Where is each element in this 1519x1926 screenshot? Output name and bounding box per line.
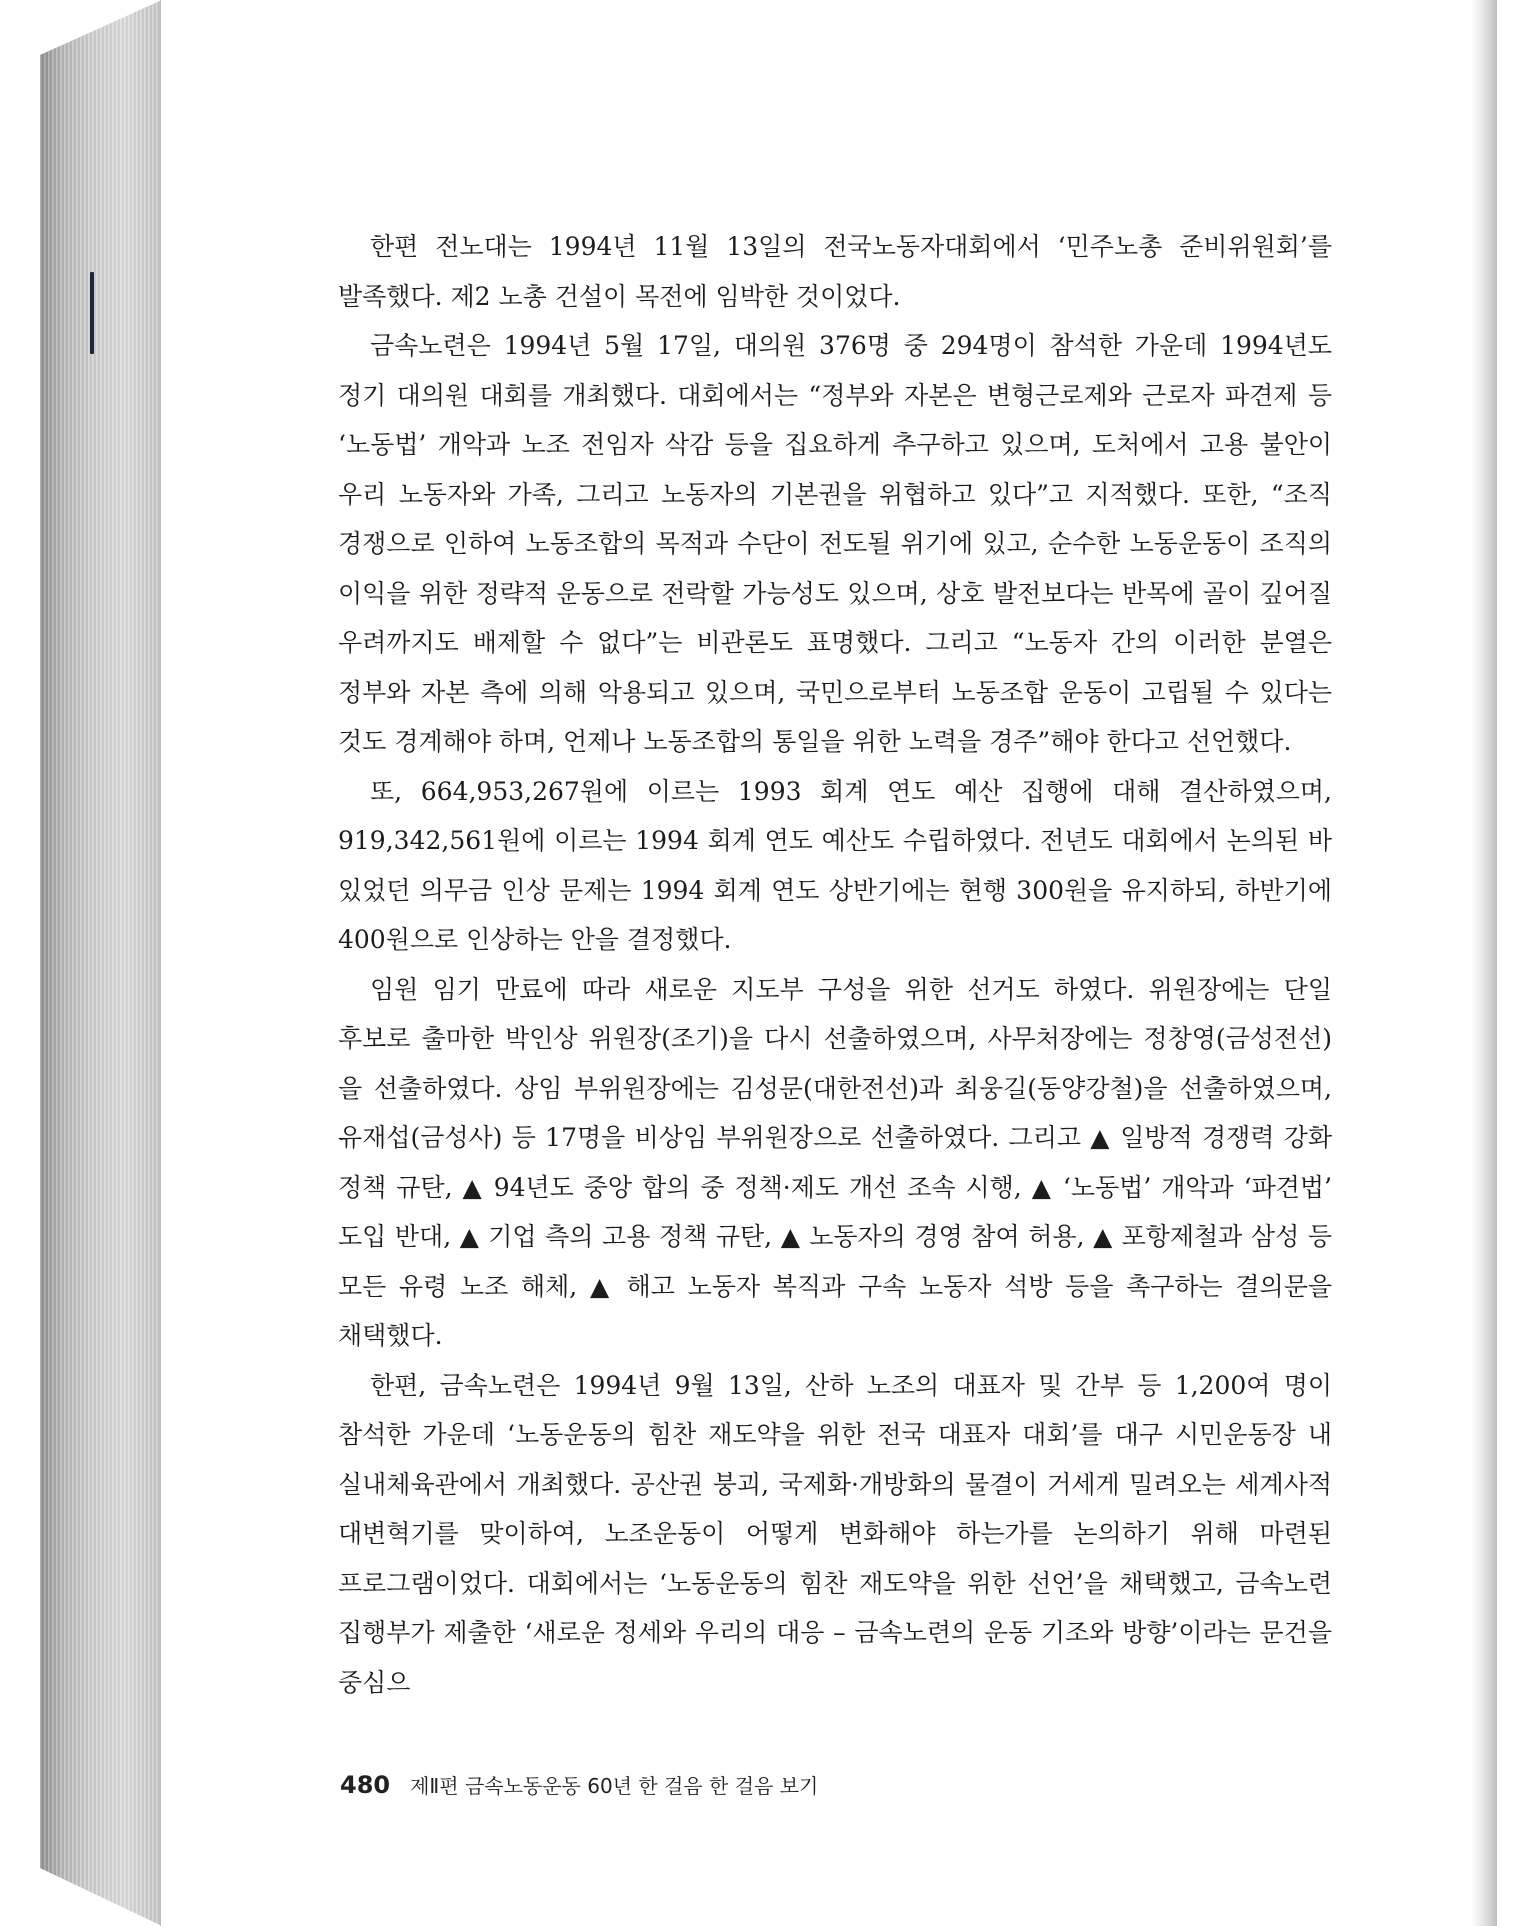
paragraph: 또, 664,953,267원에 이르는 1993 회계 연도 예산 집행에 대해 결산하였으며, 919,342,561원에 이르는 1994 회계 연도 예산도 수립하였다. 전년도 대회에서 논의된 바 있었던 의무금 인상 문제는 1994 회계 연도 상반기에는 현행 300원을 유지하되, 하반기에 400원으로 인상하는 안을 결정했다. bbox=[338, 776, 1332, 954]
page-shadow bbox=[1471, 0, 1497, 1926]
running-head: 제Ⅱ편 금속노동운동 60년 한 걸음 한 걸음 보기 bbox=[410, 1774, 819, 1798]
page-footer bbox=[340, 1770, 818, 1802]
paragraph: 임원 임기 만료에 따라 새로운 지도부 구성을 위한 선거도 하였다. 위원장에는 단일 후보로 출마한 박인상 위원장(조기)을 다시 선출하였으며, 사무처장에는 정창영(금성전선)을 선출하였다. 상임 부위원장에는 김성문(대한전선)과 최웅길(동양강철)을 선출하였으며, 유재섭(금성사) 등 17명을 비상임 부위원장으로 선출하였다. 그리고 ▲ 일방적 경쟁력 강화 정책 규탄, ▲ 94년도 중앙 합의 중 정책·제도 개선 조속 시행, ▲ ‘노동법’ 개악과 ‘파견법’ 도입 반대, ▲ 기업 측의 고용 정책 규탄, ▲ 노동자의 경영 참여 허용, ▲ 포항제철과 삼성 등 모든 유령 노조 해체, ▲ 해고 노동자 복직과 구속 노동자 석방 등을 촉구하는 결의문을 채택했다. bbox=[338, 974, 1332, 1350]
page-number: 480 bbox=[340, 1771, 391, 1799]
book-page-edge bbox=[40, 0, 162, 1926]
paragraph: 금속노련은 1994년 5월 17일, 대의원 376명 중 294명이 참석한 가운데 1994년도 정기 대의원 대회를 개최했다. 대회에서는 “정부와 자본은 변형근로제와 근로자 파견제 등 ‘노동법’ 개악과 노조 전임자 삭감 등을 집요하게 추구하고 있으며, 도처에서 고용 불안이 우리 노동자와 가족, 그리고 노동자의 기본권을 위협하고 있다”고 지적했다. 또한, “조직 경쟁으로 인하여 노동조합의 목적과 수단이 전도될 위기에 있고, 순수한 노동운동이 조직의 이익을 위한 정략적 운동으로 전락할 가능성도 있으며, 상호 발전보다는 반목에 골이 깊어질 우려까지도 배제할 수 없다”는 비관론도 표명했다. 그리고 “노동자 간의 이러한 분열은 정부와 자본 측에 의해 악용되고 있으며, 국민으로부터 노동조합 운동이 고립될 수 있다는 것도 경계해야 하며, 언제나 노동조합의 통일을 위한 노력을 경주”해야 한다고 선언했다. bbox=[338, 331, 1332, 756]
paragraph: 한편, 금속노련은 1994년 9월 13일, 산하 노조의 대표자 및 간부 등 1,200여 명이 참석한 가운데 ‘노동운동의 힘찬 재도약을 위한 전국 대표자 대회’를 대구 시민운동장 내 실내체육관에서 개최했다. 공산권 붕괴, 국제화·개방화의 물결이 거세게 밀려오는 세계사적 대변혁기를 맞이하여, 노조운동이 어떻게 변화해야 하는가를 논의하기 위해 마련된 프로그램이었다. 대회에서는 ‘노동운동의 힘찬 재도약을 위한 선언’을 채택했고, 금속노련 집행부가 제출한 ‘새로운 정세와 우리의 대응 – 금속노련의 운동 기조와 방향’이라는 문건을 중심으 bbox=[338, 1370, 1332, 1697]
body-text bbox=[338, 222, 1332, 1707]
paragraph: 한편 전노대는 1994년 11월 13일의 전국노동자대회에서 ‘민주노총 준비위원회’를 발족했다. 제2 노총 건설이 목전에 임박한 것이었다. bbox=[338, 232, 1332, 311]
page-edge-mark bbox=[90, 272, 94, 354]
